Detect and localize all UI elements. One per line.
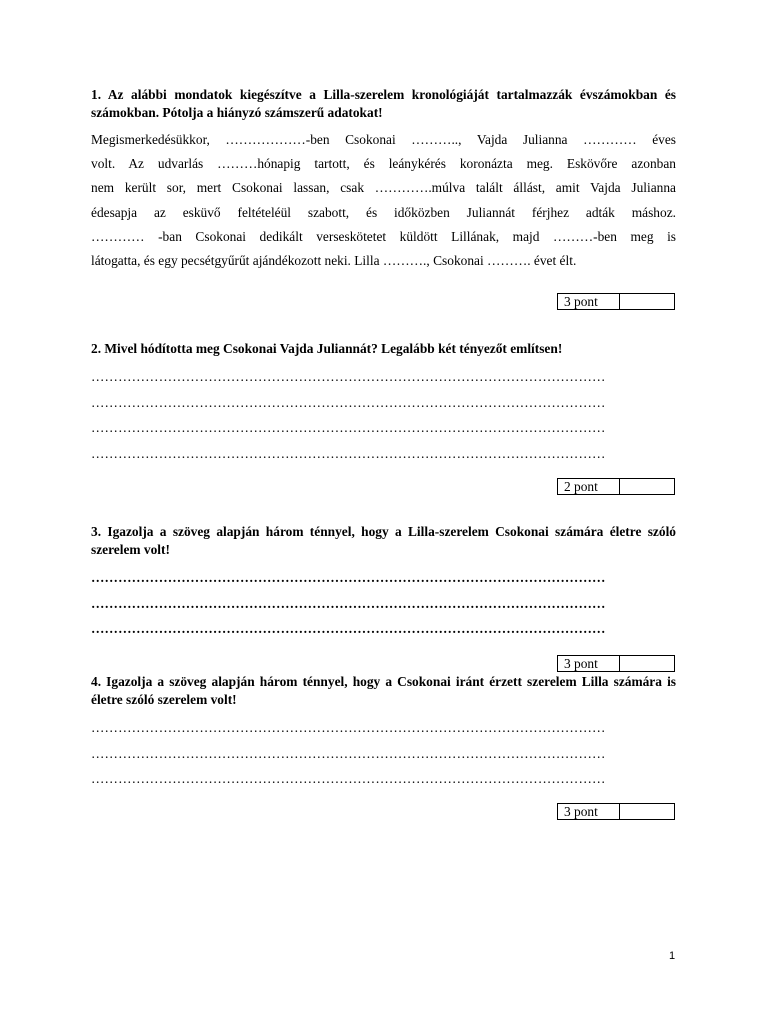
score-entry-field[interactable] bbox=[620, 294, 674, 309]
question-4-answer-lines bbox=[91, 715, 606, 792]
answer-line[interactable]: …………………………………………………………………………………………………… bbox=[91, 394, 606, 410]
score-entry-field[interactable] bbox=[620, 656, 674, 671]
answer-line[interactable]: …………………………………………………………………………………………………… bbox=[91, 445, 606, 461]
score-entry-field[interactable] bbox=[620, 804, 674, 819]
answer-line[interactable]: …………………………………………………………………………………………………… bbox=[91, 745, 606, 761]
question-1-score-box bbox=[557, 293, 675, 310]
question-1-line: ………… -ban Csokonai dedikált verseskötetet küldött Lillának, majd ………-ben meg is bbox=[91, 228, 676, 244]
question-3-score-box bbox=[557, 655, 675, 672]
score-label: 3 pont bbox=[558, 804, 620, 819]
question-1-line: édesapja az esküvő feltételéül szabott, és időközben Juliannát férjhez adták máshoz. bbox=[91, 204, 676, 220]
answer-line[interactable]: …………………………………………………………………………………………………… bbox=[91, 595, 606, 611]
page-number: 1 bbox=[669, 950, 676, 962]
answer-line[interactable]: …………………………………………………………………………………………………… bbox=[91, 570, 606, 585]
question-1-title: 1. Az alábbi mondatok kiegészítve a Lilla-szerelem kronológiáját tartalmazzák évszámokban és számokban. Pótolja a hiányzó számszerű adatokat! bbox=[91, 87, 676, 120]
answer-line[interactable]: …………………………………………………………………………………………………… bbox=[91, 621, 606, 637]
answer-line[interactable]: …………………………………………………………………………………………………… bbox=[91, 720, 606, 735]
answer-line[interactable]: …………………………………………………………………………………………………… bbox=[91, 420, 606, 436]
question-2-score-box bbox=[557, 478, 675, 495]
score-label: 2 pont bbox=[558, 479, 620, 494]
answer-line[interactable]: …………………………………………………………………………………………………… bbox=[91, 369, 606, 384]
question-1-text bbox=[91, 128, 676, 273]
question-4-score-box bbox=[557, 803, 675, 820]
score-label: 3 pont bbox=[558, 294, 620, 309]
question-1-line: volt. Az udvarlás ………hónapig tartott, és leánykérés koronázta meg. Eskövőre azonban bbox=[91, 156, 676, 172]
score-label: 3 pont bbox=[558, 656, 620, 671]
question-4-title: 4. Igazolja a szöveg alapján három ténnyel, hogy a Csokonai iránt érzett szerelem Lilla számára is életre szóló szerelem volt! bbox=[91, 674, 676, 707]
question-1-line: nem került sor, mert Csokonai lassan, csak ………….múlva talált állást, amit Vajda Julianna bbox=[91, 180, 676, 196]
question-3-answer-lines bbox=[91, 565, 606, 642]
score-entry-field[interactable] bbox=[620, 479, 674, 494]
question-1-line: látogatta, és egy pecsétgyűrűt ajándékozott neki. Lilla ………., Csokonai ………. évet élt. bbox=[91, 252, 577, 268]
question-3-title: 3. Igazolja a szöveg alapján három ténnyel, hogy a Lilla-szerelem Csokonai számára életre szóló szerelem volt! bbox=[91, 524, 676, 557]
question-1-line: Megismerkedésükkor, ………………-ben Csokonai ……….., Vajda Julianna ………… éves bbox=[91, 132, 676, 147]
answer-line[interactable]: …………………………………………………………………………………………………… bbox=[91, 771, 606, 787]
question-2-answer-lines bbox=[91, 364, 606, 466]
question-2-title: 2. Mivel hódította meg Csokonai Vajda Juliannát? Legalább két tényezőt említsen! bbox=[91, 341, 563, 356]
